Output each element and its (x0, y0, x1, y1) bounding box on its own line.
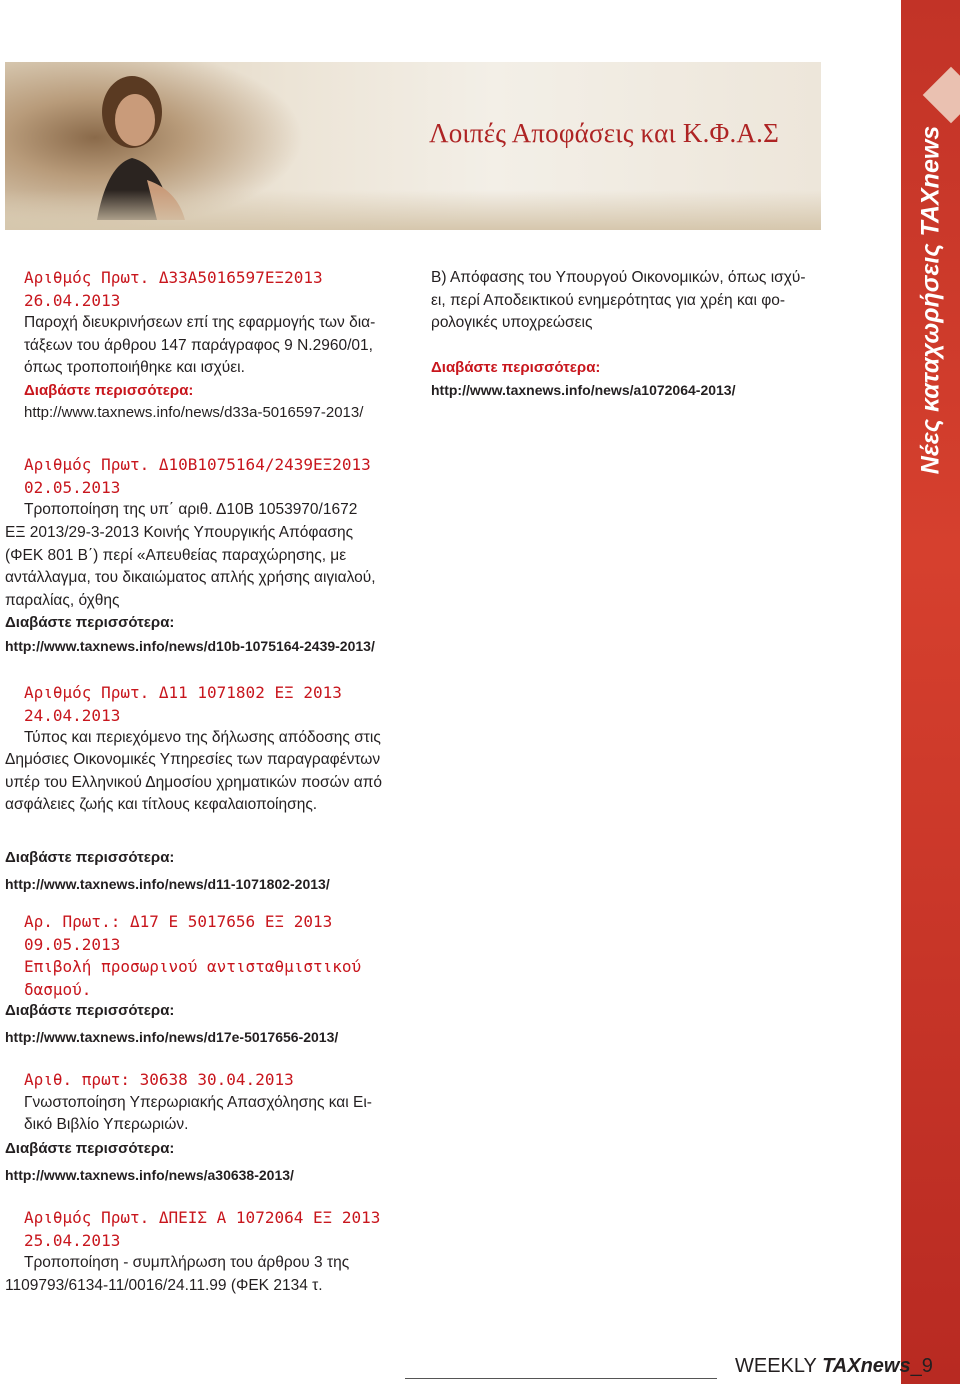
item-text: δικό Βιβλίο Υπερωριών. (24, 1116, 189, 1133)
item-link[interactable]: http://www.taxnews.info/news/d17e-5017656-2013/ (5, 1028, 339, 1045)
item-number: Αριθ. πρωτ: 30638 30.04.2013 (24, 1070, 294, 1089)
item-text: (ΦΕΚ 801 Β΄) περί «Απευθείας παραχώρησης, με (5, 546, 347, 564)
item-text: Τύπος και περιεχόμενο της δήλωσης απόδοσης στις (24, 729, 381, 746)
item-text: ΕΞ 2013/29-3-2013 Κοινής Υπουργικής Απόφασης (5, 524, 354, 541)
list-item-continued (5, 1275, 323, 1298)
side-strip (901, 0, 960, 1384)
item-number: Αριθμός Πρωτ. Δ10Β1075164/2439ΕΞ2013 (24, 455, 371, 474)
read-more-label: Διαβάστε περισσότερα: (5, 1140, 175, 1157)
item-text: υπέρ του Ελληνικού Δημοσίου χρηματικών ποσών από (5, 773, 383, 791)
list-item (24, 267, 375, 425)
item-date: 02.05.2013 (24, 477, 121, 497)
item-text: 1109793/6134-11/0016/24.11.99 (ΦΕΚ 2134 τ. (5, 1277, 323, 1294)
list-item (24, 911, 361, 1001)
item-text: αντάλλαγμα, του δικαιώματος απλής χρήσης αιγιαλού, (5, 569, 376, 586)
list-item (24, 1207, 380, 1275)
item-subject: δασμού. (24, 979, 92, 999)
item-link[interactable]: http://www.taxnews.info/news/d10b-1075164-2439-2013/ (5, 637, 375, 654)
item-text: Παροχή διευκρινήσεων επί της εφαρμογής των δια- (24, 314, 376, 331)
right-column-item (431, 267, 805, 402)
item-text: Δημόσιες Οικονομικές Υπηρεσίες των παραγραφέντων (5, 751, 381, 768)
item-number: Αριθμός Πρωτ. Δ33Α5016597ΕΞ2013 (24, 268, 323, 287)
footer-page-number: _9 (910, 1355, 933, 1377)
item-text: ασφάλειες ζωής και τίτλους κεφαλαιοποίησης. (5, 796, 318, 813)
page-footer (735, 1355, 933, 1378)
side-strip-label: Νέες καταχωρήσεις TAXnews (916, 125, 945, 475)
footer-brand-prefix: WEEKLY (735, 1355, 823, 1377)
read-more-label: Διαβάστε περισσότερα: (5, 849, 175, 866)
item-text: ει, περί Αποδεικτικού ενημερότητας για χρέη και φο- (431, 291, 786, 309)
header-photo-banner (5, 62, 821, 230)
list-item-continued (5, 522, 376, 657)
list-item-links (5, 1138, 294, 1186)
list-item-continued (5, 749, 382, 817)
item-link[interactable]: http://www.taxnews.info/news/a30638-2013/ (5, 1166, 294, 1183)
side-strip-text-holder (901, 0, 960, 475)
item-number: Αρ. Πρωτ.: Δ17 Ε 5017656 ΕΞ 2013 (24, 912, 333, 931)
item-number: Αριθμός Πρωτ. ΔΠΕΙΣ Α 1072064 ΕΞ 2013 (24, 1208, 381, 1227)
item-link[interactable]: http://www.taxnews.info/news/d11-1071802-2013/ (5, 875, 330, 892)
item-date: 09.05.2013 (24, 934, 121, 954)
footer-divider (405, 1378, 717, 1379)
item-number: Αριθμός Πρωτ. Δ11 1071802 ΕΞ 2013 (24, 683, 342, 702)
list-item-links (5, 847, 330, 895)
item-text: Β) Απόφασης του Υπουργού Οικονομικών, όπως ισχύ- (431, 269, 806, 286)
list-item (24, 454, 371, 522)
item-link[interactable]: http://www.taxnews.info/news/d33a-5016597-2013/ (24, 404, 364, 421)
item-text: Τροποποίηση - συμπλήρωση του άρθρου 3 της (24, 1254, 350, 1271)
footer-brand-name: TAXnews (822, 1355, 911, 1377)
item-date: 25.04.2013 (24, 1230, 121, 1250)
read-more-label: Διαβάστε περισσότερα: (431, 358, 601, 376)
item-text: Τροποποίηση της υπ΄ αριθ. Δ10Β 1053970/1672 (24, 501, 358, 518)
item-text: τάξεων του άρθρου 147 παράγραφος 9 Ν.2960/01, (24, 336, 373, 354)
item-text: όπως τροποποιήθηκε και ισχύει. (24, 359, 245, 376)
item-link[interactable]: http://www.taxnews.info/news/a1072064-2013/ (431, 382, 736, 398)
item-date: 24.04.2013 (24, 705, 121, 725)
item-date: 26.04.2013 (24, 290, 121, 310)
read-more-label: Διαβάστε περισσότερα: (5, 1002, 175, 1019)
section-title: Λοιπές Αποφάσεις και Κ.Φ.Α.Σ (428, 118, 779, 148)
item-text: Γνωστοποίηση Υπερωριακής Απασχόλησης και Ει- (24, 1093, 372, 1111)
photo-floor (5, 190, 821, 230)
item-subject: Επιβολή προσωρινού αντισταθμιστικού (24, 957, 362, 976)
item-text: ρολογικές υποχρεώσεις (431, 314, 593, 331)
read-more-label: Διαβάστε περισσότερα: (24, 381, 194, 399)
list-item-links (5, 1000, 338, 1048)
list-item (24, 682, 381, 750)
list-item (24, 1069, 372, 1137)
read-more-label: Διαβάστε περισσότερα: (5, 614, 175, 631)
item-text: παραλίας, όχθης (5, 591, 120, 609)
